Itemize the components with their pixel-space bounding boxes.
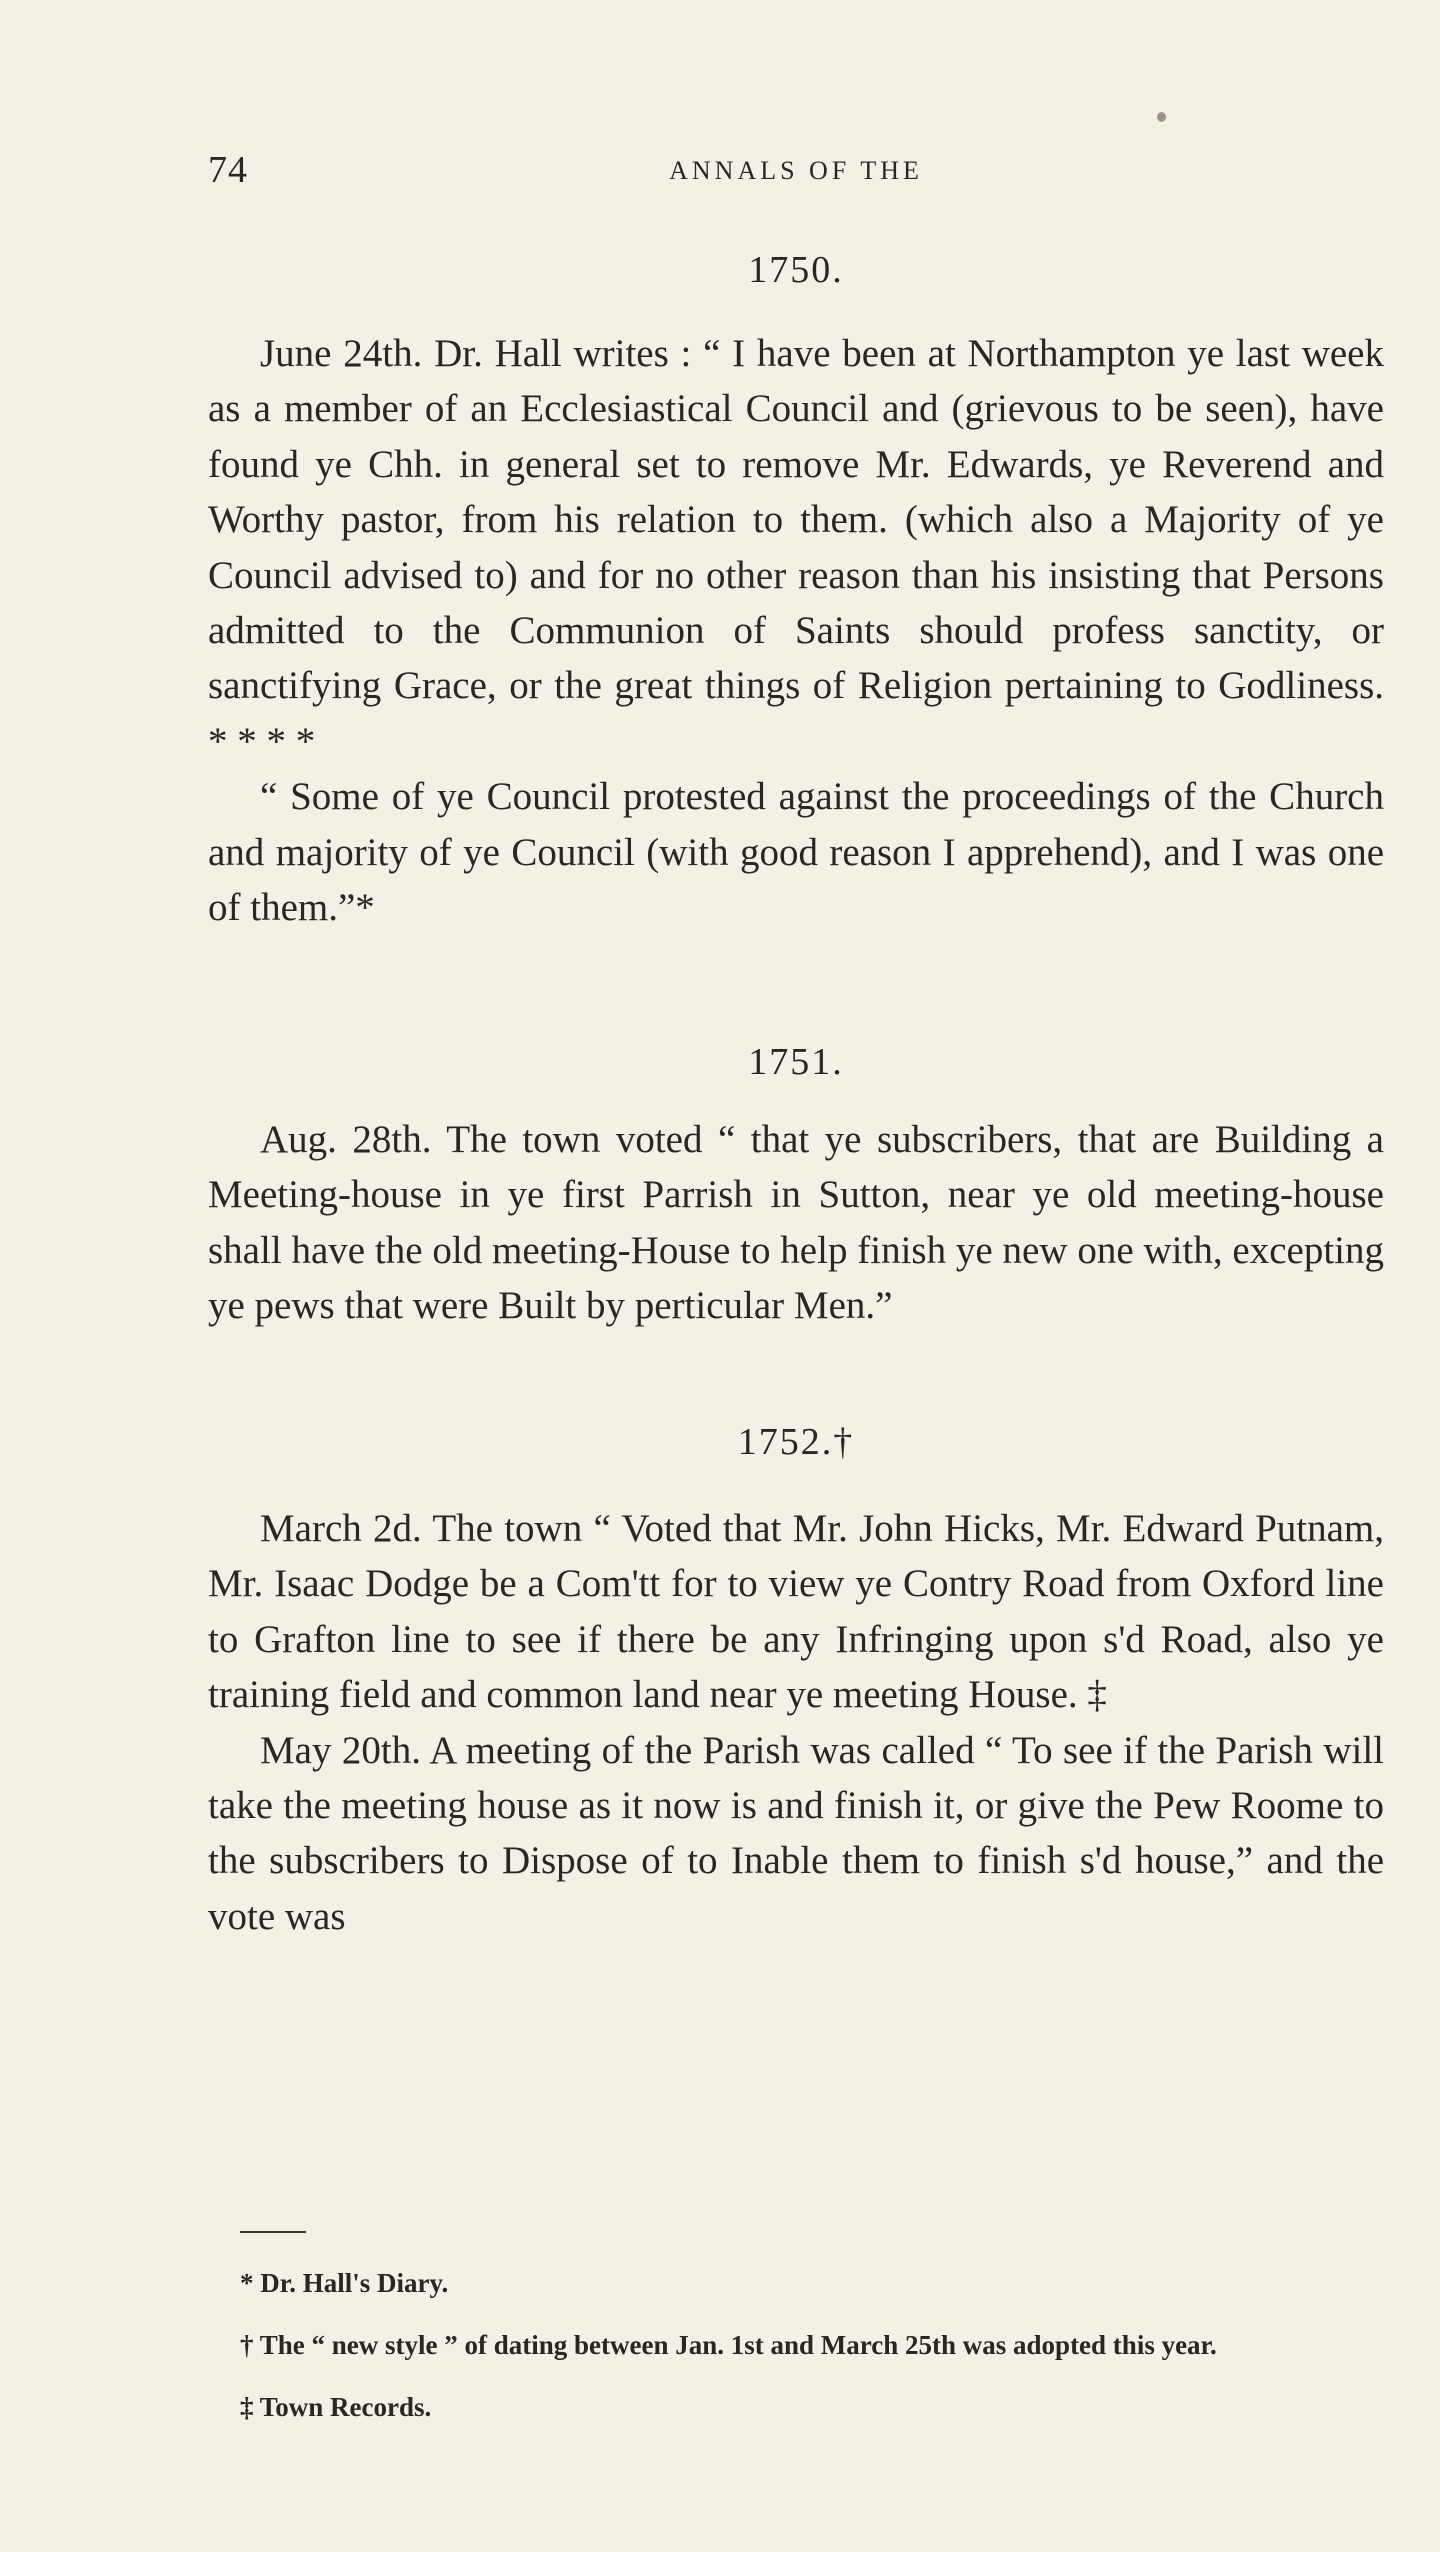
paragraph: Aug. 28th. The town voted “ that ye subscribers, that are Building a Meeting-house in ye first Parrish in Sutton, near ye old meeting-house shall have the old meeting-House to help finish ye new one with, excepting ye pews that were Built by perticular Men.” xyxy=(208,1118,1384,1328)
paragraph: May 20th. A meeting of the Parish was called “ To see if the Parish will take the meeting house as it now is and finish it, or give the Pew Roome to the subscribers to Dispose of to Inable them to finish s'd house,” and the vote was xyxy=(208,1728,1384,1938)
paragraph: “ Some of ye Council protested against the proceedings of the Church and majority of ye Council (with good reason I apprehend), and I was one of them.”* xyxy=(208,775,1384,930)
footnote: † The “ new style ” of dating between Jan. 1st and March 25th was adopted this year. xyxy=(240,2330,1217,2360)
ink-smudge xyxy=(1157,112,1166,122)
page-header xyxy=(208,148,1384,198)
section-1751-text xyxy=(208,1112,1384,1334)
footnote: ‡ Town Records. xyxy=(240,2392,432,2422)
footnote: * Dr. Hall's Diary. xyxy=(240,2268,449,2298)
year-heading-1750: 1750. xyxy=(748,249,844,291)
paragraph: March 2d. The town “ Voted that Mr. John Hicks, Mr. Edward Putnam, Mr. Isaac Dodge be a Com'tt for to view ye Contry Road from Oxford line to Grafton line to see if there be any Infringing upon s'd Road, also ye training field and common land near ye meeting House. ‡ xyxy=(208,1507,1384,1717)
page-number: 74 xyxy=(208,149,248,191)
year-heading-1752: 1752.† xyxy=(737,1421,855,1463)
year-heading-1751: 1751. xyxy=(748,1041,844,1083)
section-1750-text xyxy=(208,326,1384,935)
section-1752-text xyxy=(208,1501,1384,1944)
footnote-rule xyxy=(240,2231,306,2233)
footnotes xyxy=(208,2264,1384,2450)
running-head: ANNALS OF THE xyxy=(669,156,923,185)
paragraph: June 24th. Dr. Hall writes : “ I have been at Northampton ye last week as a member of an Ecclesiastical Council and (grievous to be seen), have found ye Chh. in general set to remove Mr. Edwards, ye Reverend and Worthy pastor, from his relation to them. (which also a Majority of ye Council advised to) and for no other reason than his insisting that Persons admitted to the Communion of Saints should profess sanctity, or sanctifying Grace, or the great things of Religion pertaining to Godliness. * * * * xyxy=(208,332,1384,763)
